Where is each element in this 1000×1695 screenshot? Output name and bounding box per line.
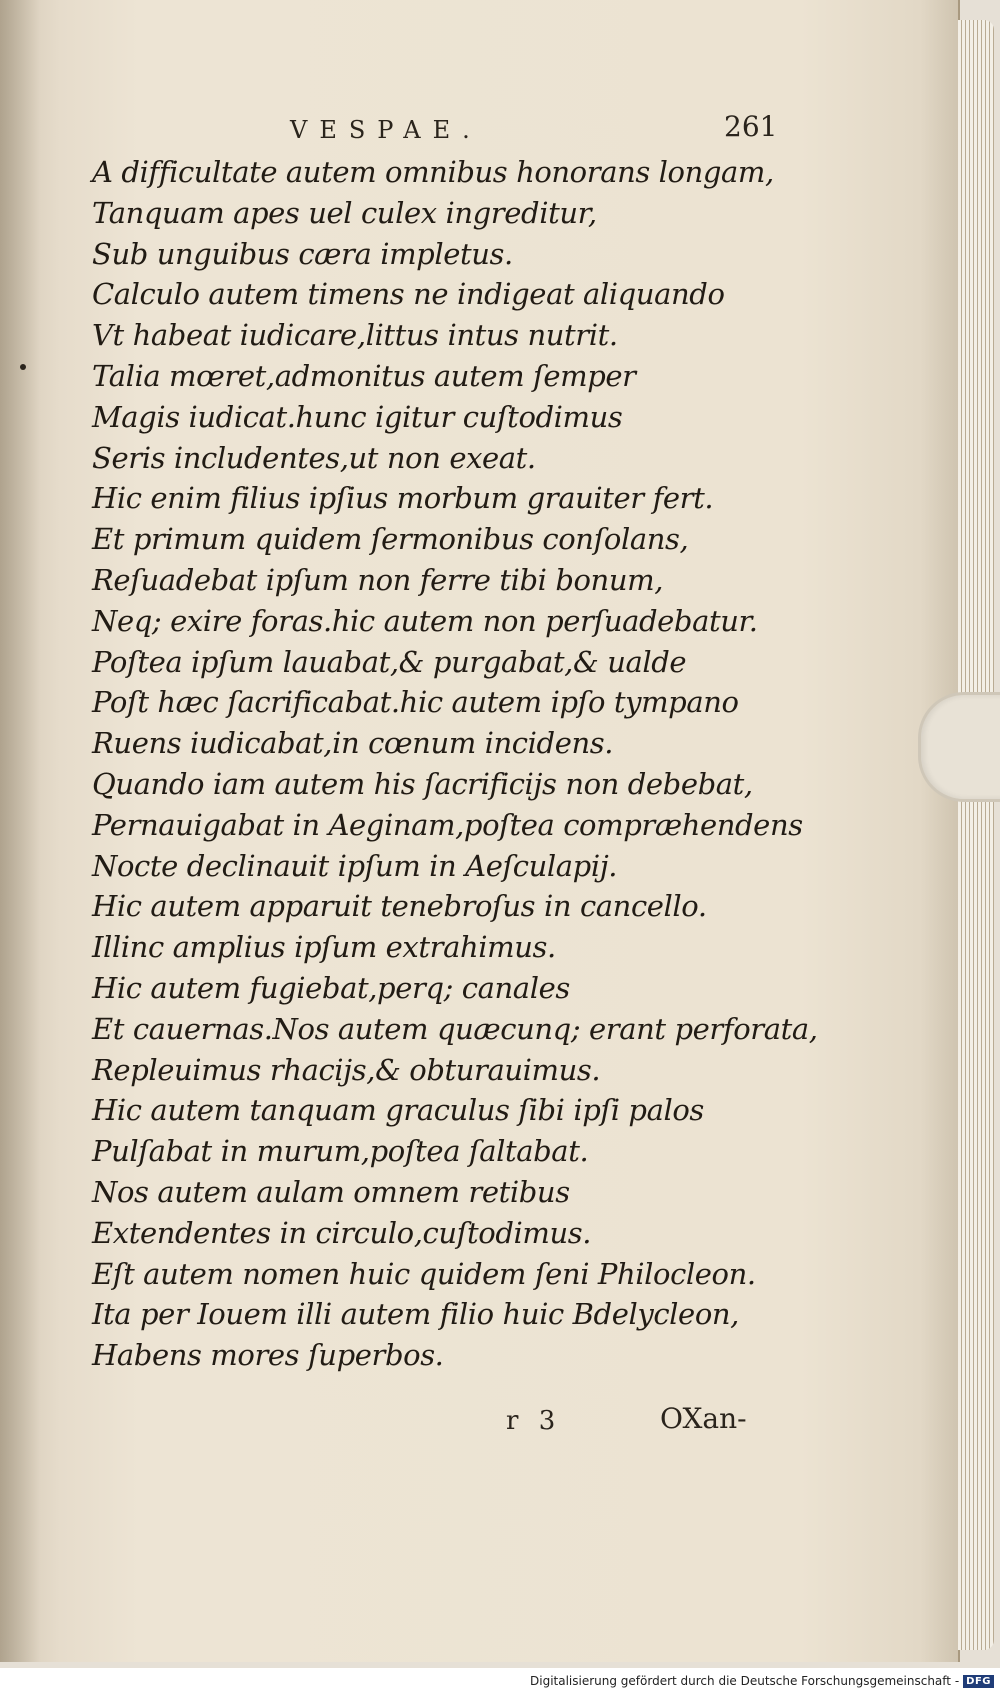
verse-line: Pernauigabat in Aeginam,poſtea compræhendens (92, 807, 803, 842)
verse-line: Eſt autem nomen huic quidem ſeni Philocleon. (92, 1256, 756, 1291)
verse-line: Quando iam autem his ſacrificijs non debebat, (92, 766, 753, 801)
verse-line: Hic enim filius ipſius morbum grauiter fert. (92, 481, 714, 516)
verse-line: A difficultate autem omnibus honorans longam, (92, 155, 774, 189)
page-number: 261 (724, 110, 778, 143)
margin-dot-mark (20, 364, 26, 370)
verse-line: Illinc amplius ipſum extrahimus. (92, 930, 556, 965)
verse-line: Talia mœret,admonitus autem ſemper (92, 358, 636, 393)
verse-line: Tanquam apes uel culex ingreditur, (92, 195, 597, 230)
verse-line: Pulſabat in murum,poſtea ſaltabat. (92, 1134, 589, 1169)
verse-line: Poſt hæc ſacrificabat.hic autem ipſo tympano (92, 685, 739, 720)
verse-line: Ruens iudicabat,in cœnum incidens. (92, 726, 614, 761)
verse-line: Hic autem fugiebat,perq; canales (92, 970, 570, 1005)
verse-line: Repleuimus rhacijs,& obturauimus. (92, 1052, 601, 1087)
verse-line: Magis iudicat.hunc igitur cuſtodimus (92, 399, 623, 434)
verse-line: Nocte declinauit ipſum in Aeſculapij. (92, 848, 618, 883)
verse-line: Habens mores ſuperbos. (92, 1338, 444, 1373)
verse-line: Et primum quidem ſermonibus conſolans, (92, 522, 689, 557)
verse-line: Poſtea ipſum lauabat,& purgabat,& ualde (92, 644, 687, 679)
book-clip-holder (918, 692, 1000, 802)
verse-line: Sub unguibus cæra impletus. (92, 236, 513, 271)
digitization-credit (530, 1674, 994, 1688)
verse-line: Seris includentes,ut non exeat. (92, 440, 536, 475)
verse-line: Calculo autem timens ne indigeat aliquando (92, 277, 725, 312)
verse-line: Ita per Iouem illi autem filio huic Bdelycleon, (92, 1297, 739, 1332)
page-edges (958, 20, 994, 1650)
verse-line: Vt habeat iudicare,littus intus nutrit. (92, 318, 618, 353)
dfg-logo: DFG (963, 1675, 994, 1688)
catchword: OXan- (660, 1402, 747, 1435)
verse-line: Et cauernas.Nos autem quæcunq; erant perforata, (92, 1011, 818, 1046)
gutter-shadow (0, 0, 40, 1662)
verse-line: Reſuadebat ipſum non ferre tibi bonum, (92, 562, 664, 597)
verse-line: Neq; exire foras.hic autem non perſuadebatur. (92, 603, 758, 638)
verse-line: Extendentes in circulo,cuſtodimus. (92, 1215, 592, 1250)
verse-text-block (92, 152, 818, 1376)
verse-line: Nos autem aulam omnem retibus (92, 1174, 570, 1209)
verse-line: Hic autem tanquam graculus ſibi ipſi palos (92, 1093, 704, 1128)
signature-mark: r 3 (506, 1406, 562, 1436)
running-head: VESPAE. (290, 116, 482, 144)
verse-line: Hic autem apparuit tenebroſus in cancello. (92, 889, 707, 924)
credit-text: Digitalisierung gefördert durch die Deutsche Forschungsgemeinschaft - (530, 1674, 960, 1688)
